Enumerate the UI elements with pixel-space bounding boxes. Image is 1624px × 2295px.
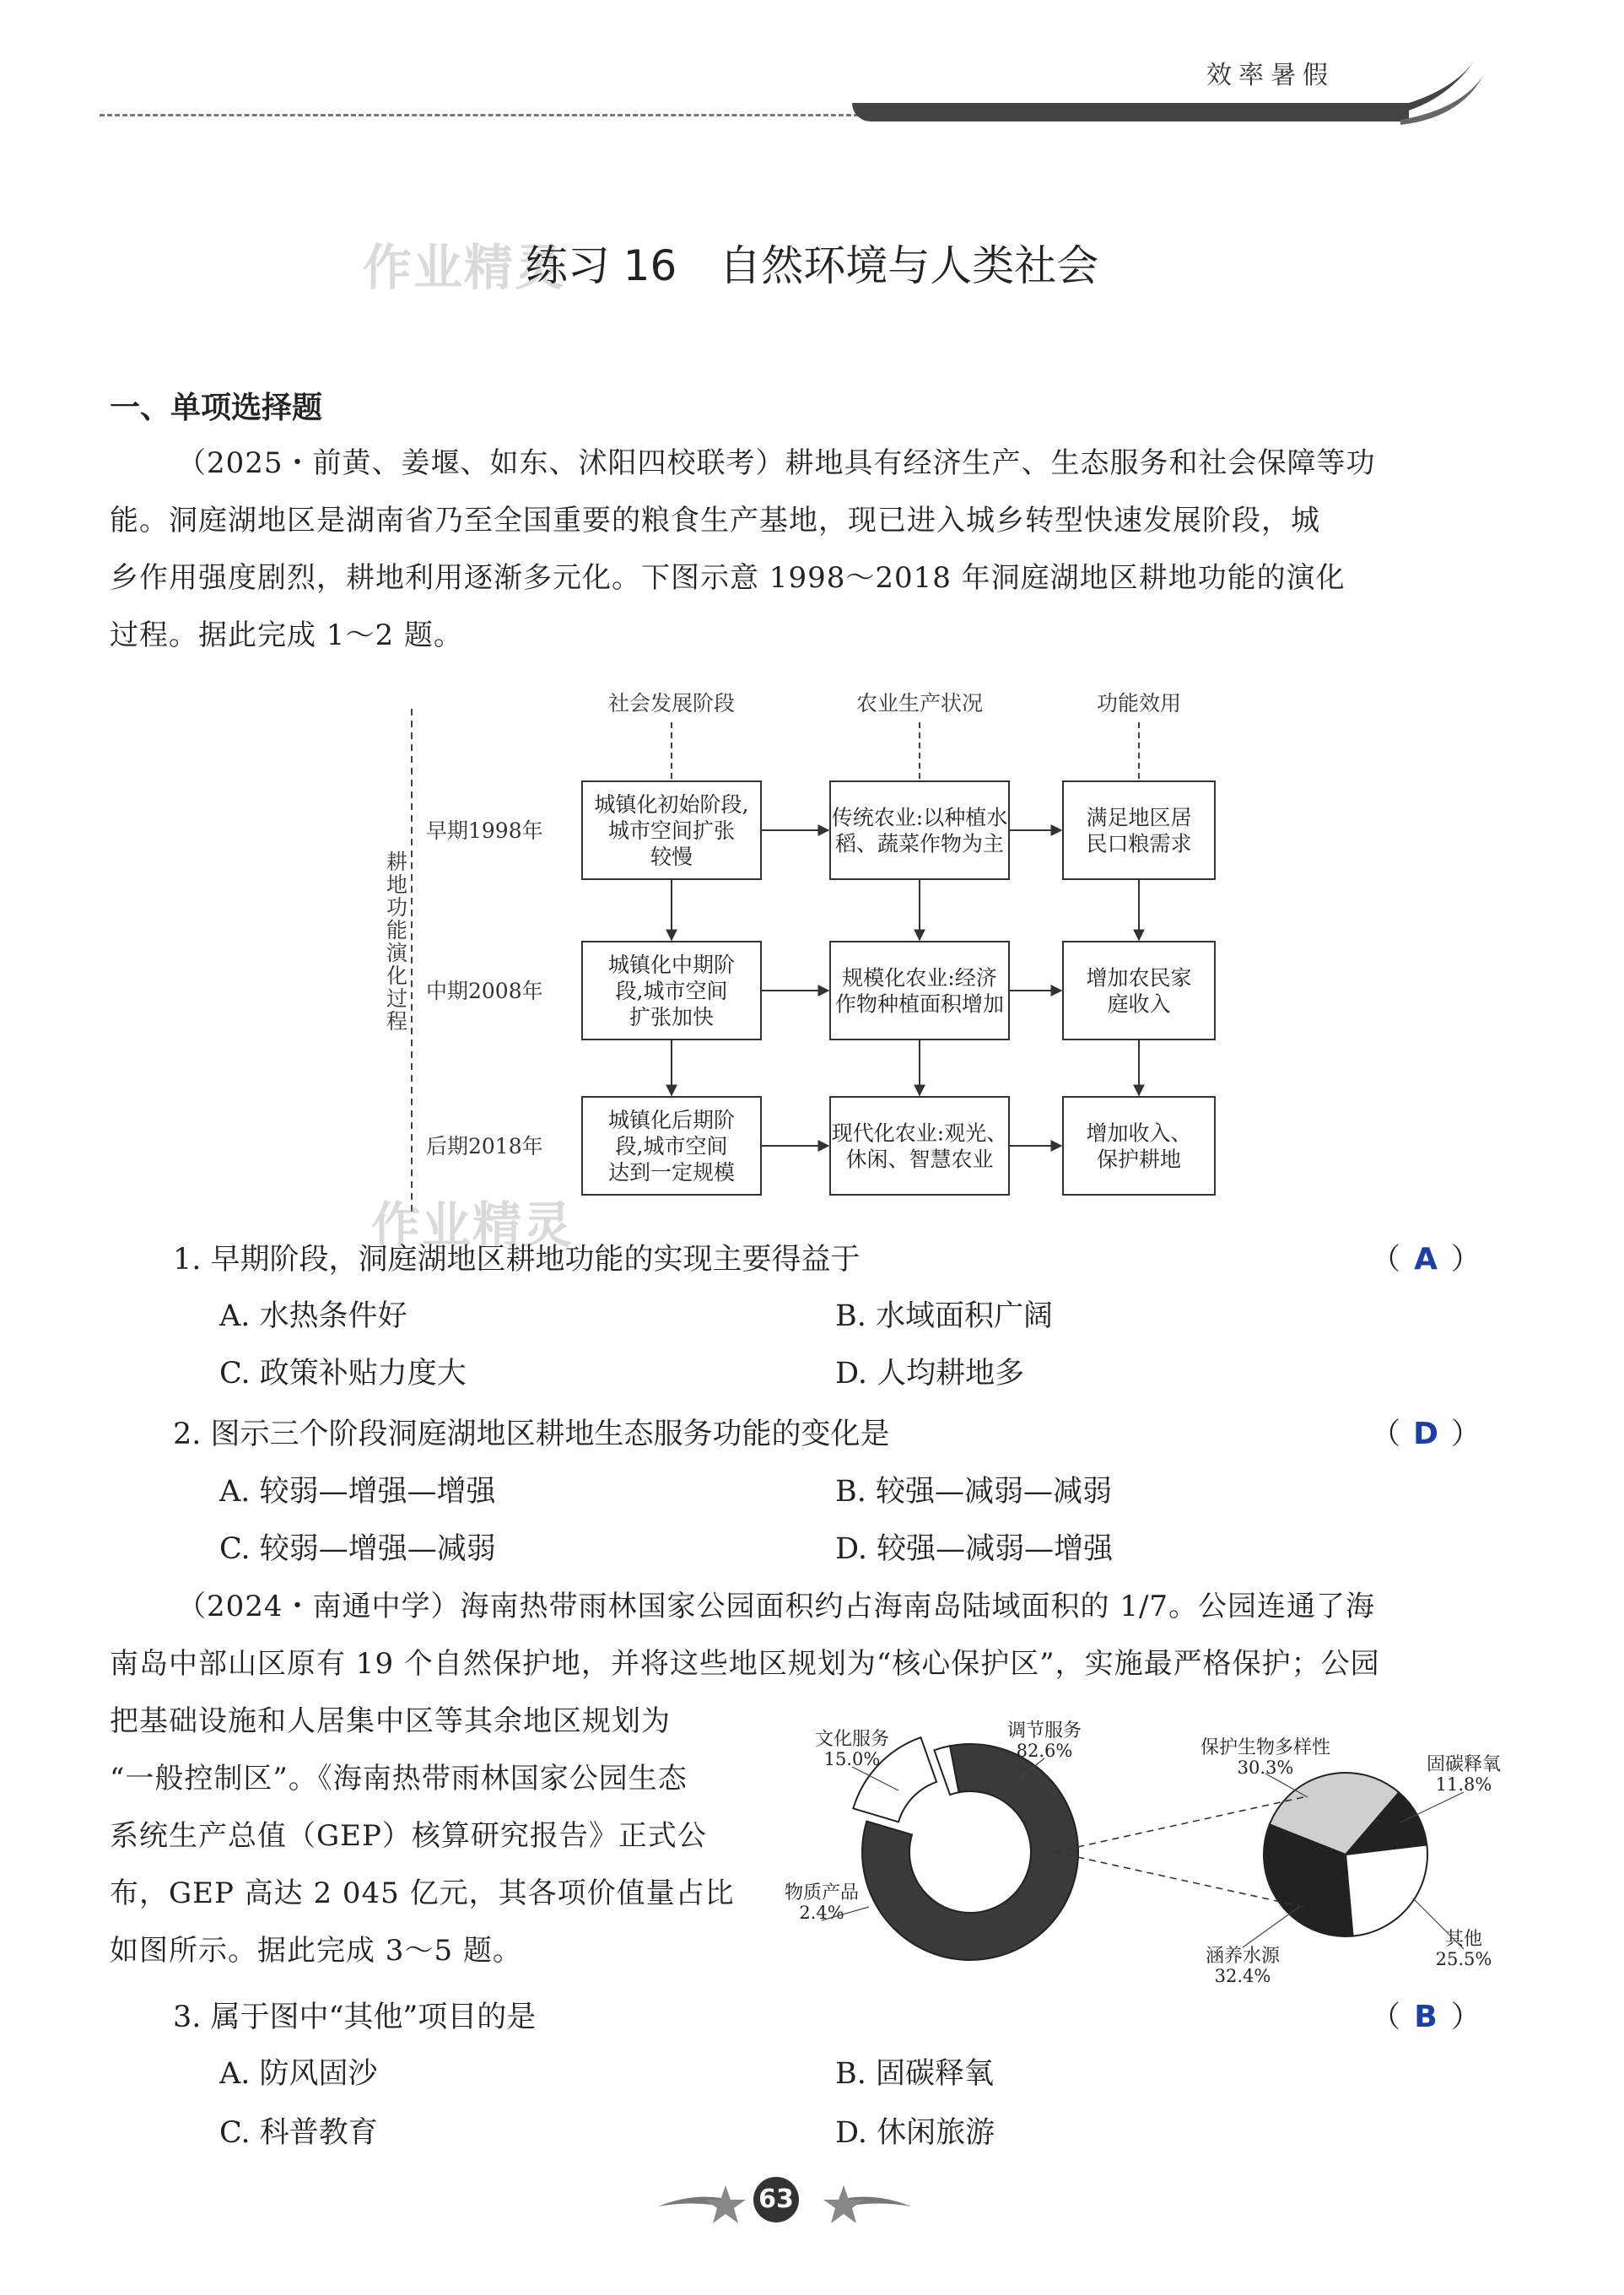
flow-box-text: 作物种植面积增加 (834, 991, 1005, 1017)
flow-box-text: 稻、蔬菜作物为主 (834, 831, 1005, 856)
chart-category-label: 物质产品 (784, 1882, 860, 1904)
flow-box-text: 民口粮需求 (1086, 831, 1192, 856)
passage-1-line: 能。洞庭湖地区是湖南省乃至全国重要的粮食生产基地，现已进入城乡转型快速发展阶段，城 (110, 504, 1320, 537)
flow-box-text: 传统农业:以种植水 (831, 805, 1008, 830)
flow-box-text: 规模化农业:经济 (842, 965, 997, 991)
question-2-answer: （ D ） (1371, 1417, 1481, 1451)
passage-2-line: 南岛中部山区原有 19 个自然保护地，并将这些地区规划为“核心保护区”，实施最严格保护；公园 (110, 1647, 1380, 1681)
flow-box-text: 增加农民家 (1086, 965, 1192, 991)
passage-2-line: 布，GEP 高达 2 045 亿元，其各项价值量占比 (110, 1876, 735, 1910)
chart-value-label: 82.6% (1016, 1741, 1073, 1761)
flow-box-text: 段,城市空间 (615, 979, 728, 1003)
column-header: 社会发展阶段 (607, 691, 736, 716)
option: C. 政策补贴力度大 (219, 1357, 467, 1390)
passage-2-line: （2024・南通中学）海南热带雨林国家公园面积约占海南岛陆域面积的 1/7。公园连通了海 (177, 1590, 1376, 1623)
flow-box-text: 城镇化初始阶段, (594, 792, 749, 817)
chart-value-label: 2.4% (799, 1903, 844, 1923)
column-header: 农业生产状况 (855, 691, 984, 716)
passage-2 (110, 1578, 1527, 1693)
gep-charts (784, 1696, 1502, 1986)
option: A. 较弱—增强—增强 (219, 1475, 496, 1509)
chart-category-label: 其他 (1444, 1929, 1483, 1950)
flow-box-text: 达到一定规模 (607, 1160, 736, 1185)
passage-1-line: 过程。据此完成 1～2 题。 (110, 618, 463, 652)
section-heading: 一、单项选择题 (110, 391, 323, 425)
chart-category-label: 涵养水源 (1205, 1946, 1281, 1967)
series-title: 效率暑假 (1206, 61, 1335, 90)
flow-box-text: 满足地区居 (1086, 805, 1192, 830)
chart-category-label: 保护生物多样性 (1200, 1737, 1331, 1758)
question-2-stem: 2. 图示三个阶段洞庭湖地区耕地生态服务功能的变化是 (173, 1418, 890, 1451)
pie-slice-其他 (1346, 1844, 1427, 1936)
column-header: 功能效用 (1096, 691, 1182, 716)
chart-value-label: 30.3% (1237, 1758, 1294, 1778)
page-number: 63 (753, 2177, 799, 2222)
option: C. 科普教育 (219, 2116, 378, 2150)
flow-box (830, 781, 1009, 879)
passage-2-line: 把基础设施和人居集中区等其余地区规划为 (110, 1704, 671, 1738)
watermark: 作业精灵 (371, 1196, 575, 1254)
passage-2-line: 系统生产总值（GEP）核算研究报告》正式公 (110, 1819, 707, 1853)
passage-1 (110, 435, 1527, 664)
answer-value: B (1414, 2000, 1438, 2034)
option: D. 休闲旅游 (835, 2116, 995, 2150)
question-1-stem: 1. 早期阶段，洞庭湖地区耕地功能的实现主要得益于 (173, 1243, 861, 1277)
flow-box (830, 1097, 1009, 1195)
question-3-answer: （ B ） (1371, 2000, 1481, 2034)
option: A. 水热条件好 (219, 1299, 407, 1333)
period-label: 中期2008年 (426, 979, 543, 1003)
passage-2-line: “一般控制区”。《海南热带雨林国家公园生态 (110, 1762, 688, 1796)
question-3-stem: 3. 属于图中“其他”项目的是 (173, 2001, 537, 2034)
chart-category-label: 文化服务 (814, 1729, 890, 1750)
passage-1-line: （2025・前黄、姜堰、如东、沭阳四校联考）耕地具有经济生产、生态服务和社会保障等功 (177, 446, 1376, 480)
option: B. 水域面积广阔 (835, 1299, 1053, 1333)
flow-box (1063, 1097, 1215, 1195)
flow-box-text: 保护耕地 (1096, 1147, 1182, 1172)
leader-line (1413, 1898, 1464, 1949)
option: C. 较弱—增强—减弱 (219, 1532, 496, 1566)
page-title: 练习 16 自然环境与人类社会 (525, 241, 1099, 290)
flow-box-text: 现代化农业:观光、 (831, 1120, 1008, 1146)
header-divider (100, 114, 859, 116)
flow-box-text: 扩张加快 (629, 1005, 715, 1029)
flowchart (337, 675, 1282, 1232)
chart-category-label: 调节服务 (1006, 1720, 1082, 1742)
flow-box-text: 段,城市空间 (615, 1134, 728, 1158)
period-label: 早期1998年 (426, 818, 543, 843)
option: D. 人均耕地多 (835, 1357, 1025, 1390)
option: B. 固碳释氧 (835, 2057, 994, 2091)
option: D. 较强—减弱—增强 (835, 1532, 1114, 1566)
chart-category-label: 固碳释氧 (1426, 1754, 1502, 1775)
period-label: 后期2018年 (426, 1134, 543, 1158)
flow-box-text: 城镇化后期阶 (607, 1108, 736, 1132)
flow-box (830, 942, 1009, 1040)
option: B. 较强—减弱—减弱 (835, 1475, 1112, 1509)
question-1-answer: （ A ） (1371, 1242, 1481, 1277)
header-bar (852, 103, 1409, 122)
flow-box (1063, 942, 1215, 1040)
watermark: 作业精灵 (363, 239, 566, 296)
leader-line (1243, 1907, 1299, 1947)
flow-box-text: 城市空间扩张 (607, 818, 736, 843)
flow-box-text: 庭收入 (1107, 991, 1171, 1017)
flow-box-text: 休闲、智慧农业 (845, 1147, 994, 1172)
side-label: 耕地功能演化过程 (386, 850, 408, 1034)
flow-box-text: 增加收入、 (1086, 1120, 1192, 1146)
answer-value: D (1413, 1417, 1438, 1451)
passage-2-line: 如图所示。据此完成 3～5 题。 (110, 1934, 522, 1968)
passage-2-narrow (110, 1693, 801, 1979)
option: A. 防风固沙 (219, 2057, 378, 2091)
answer-value: A (1414, 1242, 1438, 1277)
chart-value-label: 32.4% (1214, 1966, 1271, 1986)
chart-value-label: 25.5% (1435, 1949, 1492, 1969)
chart-value-label: 15.0% (823, 1749, 881, 1769)
passage-1-line: 乡作用强度剧烈，耕地利用逐渐多元化。下图示意 1998～2018 年洞庭湖地区耕地功能的演化 (110, 561, 1346, 595)
flow-box (1063, 781, 1215, 879)
chart-value-label: 11.8% (1435, 1774, 1492, 1795)
flow-box-text: 城镇化中期阶 (607, 953, 736, 977)
flow-box-text: 较慢 (650, 845, 693, 869)
header-swoosh-icon (1367, 51, 1485, 127)
